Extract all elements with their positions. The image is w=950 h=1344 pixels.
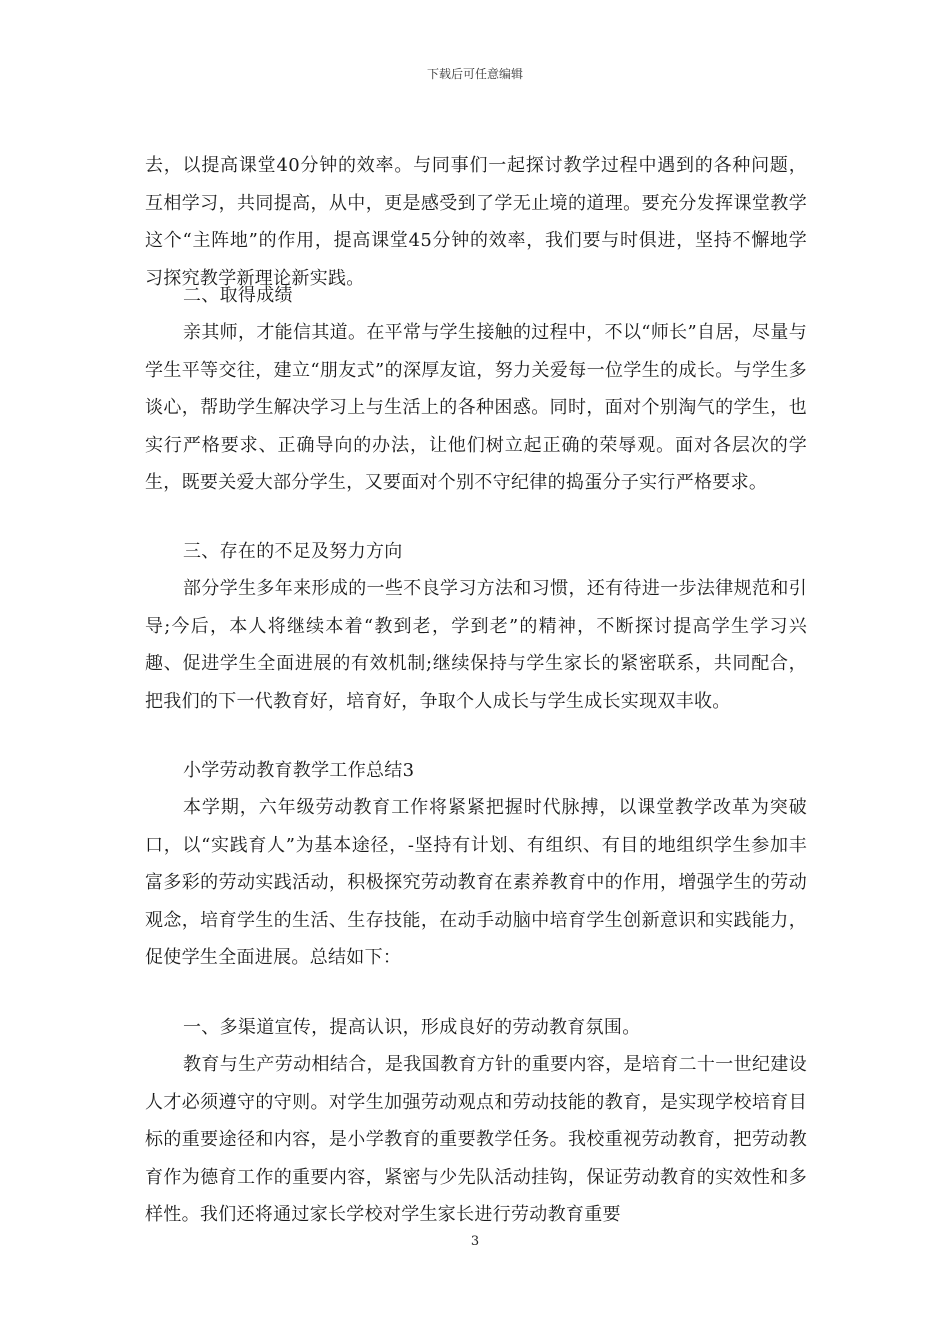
page-header: 下载后可任意编辑 <box>426 67 523 81</box>
section-heading-shortcomings: 三、存在的不足及努力方向 <box>183 541 403 562</box>
paragraph-publicity: 教育与生产劳动相结合，是我国教育方针的重要内容，是培育二十一世纪建设人才必须遵守的守则。对学生加强劳动观点和劳动技能的教育，是实现学校培育目标的重要途径和内容，是小学教育的重要教学任务。我校重视劳动教育，把劳动教育作为德育工作的重要内容，紧密与少先队活动挂钩，保证劳动教育的实效性和多样性。我们还将通过家长学校对学生家长进行劳动教育重要 <box>145 1054 807 1225</box>
section-heading-publicity: 一、多渠道宣传，提高认识，形成良好的劳动教育氛围。 <box>183 1017 641 1038</box>
section-heading-summary-3: 小学劳动教育教学工作总结3 <box>183 760 415 781</box>
paragraph-shortcomings: 部分学生多年来形成的一些不良学习方法和习惯，还有待进一步法律规范和引导;今后，本人将继续本着“教到老，学到老”的精神，不断探讨提高学生学习兴趣、促进学生全面进展的有效机制;继续保持与学生家长的紧密联系，共同配合，把我们的下一代教育好，培育好，争取个人成长与学生成长实现双丰收。 <box>145 578 807 712</box>
section-heading-achievements: 二、取得成绩 <box>183 285 293 306</box>
paragraph-summary-intro: 本学期，六年级劳动教育工作将紧紧把握时代脉搏，以课堂教学改革为突破口，以“实践育人”为基本途径，-坚持有计划、有组织、有目的地组织学生参加丰富多彩的劳动实践活动，积极探究劳动教育在素养教育中的作用，增强学生的劳动观念，培育学生的生活、生存技能，在动手动脑中培育学生创新意识和实践能力，促使学生全面进展。总结如下： <box>145 797 807 968</box>
paragraph-achievements: 亲其师，才能信其道。在平常与学生接触的过程中，不以“师长”自居，尽量与学生平等交往，建立“朋友式”的深厚友谊，努力关爱每一位学生的成长。与学生多谈心，帮助学生解决学习上与生活上的各种困惑。同时，面对个别淘气的学生，也实行严格要求、正确导向的办法，让他们树立起正确的荣辱观。面对各层次的学生，既要关爱大部分学生，又要面对个别不守纪律的捣蛋分子实行严格要求。 <box>145 322 807 493</box>
paragraph-continuation: 去，以提高课堂40分钟的效率。与同事们一起探讨教学过程中遇到的各种问题，互相学习，共同提高，从中，更是感受到了学无止境的道理。要充分发挥课堂教学这个“主阵地”的作用，提高课堂45分钟的效率，我们要与时俱进，坚持不懈地学习探究教学新理论新实践。 <box>145 155 807 289</box>
page-number: 3 <box>470 1234 480 1249</box>
